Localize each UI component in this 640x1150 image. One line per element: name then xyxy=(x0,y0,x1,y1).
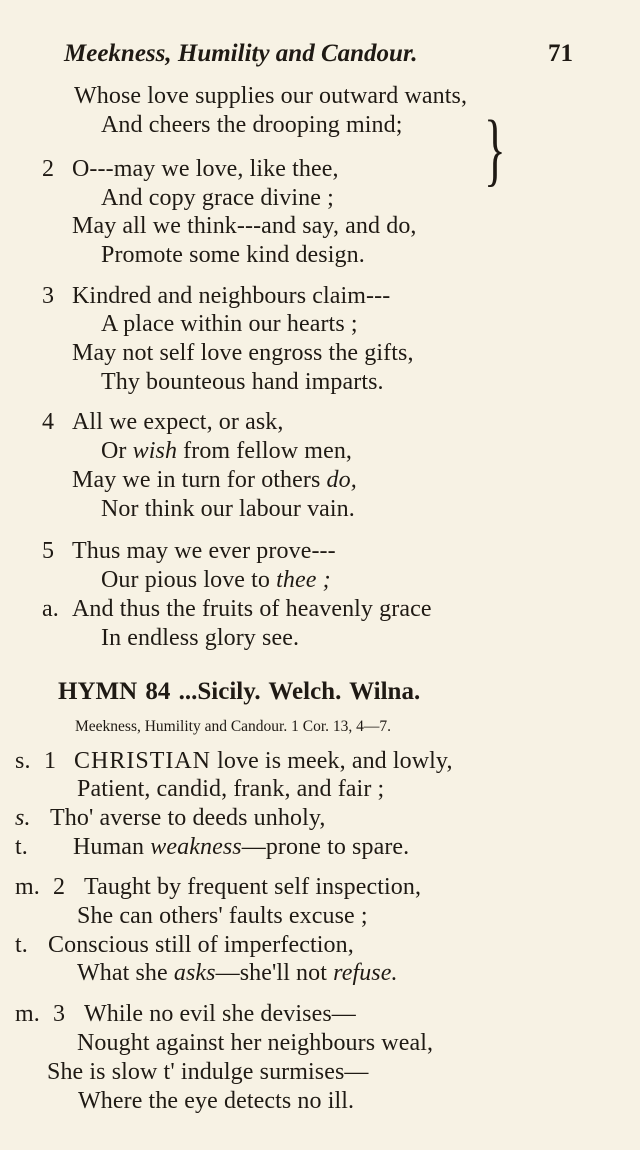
verse1-mark3: s. xyxy=(15,805,31,831)
verse2-line4: What she asks—she'll not refuse. xyxy=(77,960,398,986)
stanza2-line2: And copy grace divine ; xyxy=(101,185,334,211)
brace-mark: } xyxy=(484,103,506,194)
verse3-line4: Where the eye detects no ill. xyxy=(78,1088,355,1114)
verse1-number: 1 xyxy=(44,748,57,774)
stanza3-number: 3 xyxy=(42,283,55,309)
stanza5-line1: Thus may we ever prove--- xyxy=(72,538,336,564)
verse2-number: 2 xyxy=(53,874,66,900)
verse2-mark: m. xyxy=(15,874,40,900)
stanza3-line3: May not self love engross the gifts, xyxy=(72,340,414,366)
stanza4-line3: May we in turn for others do, xyxy=(72,467,357,493)
verse1-line4: Human weakness—prone to spare. xyxy=(73,834,410,860)
verse1-mark: s. xyxy=(15,748,31,774)
stanza1-line2: And cheers the drooping mind; xyxy=(101,112,403,138)
page-number: 71 xyxy=(548,40,573,67)
hymn-title: HYMN 84 ...Sicily. Welch. Wilna. xyxy=(58,678,421,705)
stanza5-line4: In endless glory see. xyxy=(101,625,300,651)
stanza2-line3: May all we think---and say, and do, xyxy=(72,213,417,239)
stanza5-dynamic-mark: a. xyxy=(42,596,59,622)
verse3-mark: m. xyxy=(15,1001,40,1027)
verse1-mark4: t. xyxy=(15,834,28,860)
verse2-line2: She can others' faults excuse ; xyxy=(77,903,368,929)
stanza1-line1: Whose love supplies our outward wants, xyxy=(74,83,468,109)
verse2-line3: Conscious still of imperfection, xyxy=(48,932,354,958)
stanza5-line2: Our pious love to thee ; xyxy=(101,567,331,593)
verse3-line2: Nought against her neighbours weal, xyxy=(77,1030,434,1056)
stanza4-line4: Nor think our labour vain. xyxy=(101,496,355,522)
stanza3-line1: Kindred and neighbours claim--- xyxy=(72,283,391,309)
verse3-line3: She is slow t' indulge surmises— xyxy=(47,1059,369,1085)
stanza3-line4: Thy bounteous hand imparts. xyxy=(101,369,384,395)
stanza5-number: 5 xyxy=(42,538,55,564)
verse2-line1: Taught by frequent self inspection, xyxy=(84,874,422,900)
stanza4-line1: All we expect, or ask, xyxy=(72,409,284,435)
running-header-title: Meekness, Humility and Candour. xyxy=(64,40,418,67)
stanza5-line3: And thus the fruits of heavenly grace xyxy=(72,596,432,622)
verse3-number: 3 xyxy=(53,1001,66,1027)
verse2-mark3: t. xyxy=(15,932,28,958)
verse1-line1: CHRISTIAN love is meek, and lowly, xyxy=(74,748,453,774)
verse3-line1: While no evil she devises— xyxy=(84,1001,356,1027)
hymn-subtitle: Meekness, Humility and Candour. 1 Cor. 13, 4—7. xyxy=(75,718,392,735)
verse1-line2: Patient, candid, frank, and fair ; xyxy=(77,776,385,802)
stanza3-line2: A place within our hearts ; xyxy=(101,311,358,337)
stanza2-line4: Promote some kind design. xyxy=(101,242,365,268)
stanza4-line2: Or wish from fellow men, xyxy=(101,438,353,464)
stanza4-number: 4 xyxy=(42,409,55,435)
stanza2-line1: O---may we love, like thee, xyxy=(72,156,339,182)
verse1-line3: Tho' averse to deeds unholy, xyxy=(50,805,326,831)
stanza2-number: 2 xyxy=(42,156,55,182)
